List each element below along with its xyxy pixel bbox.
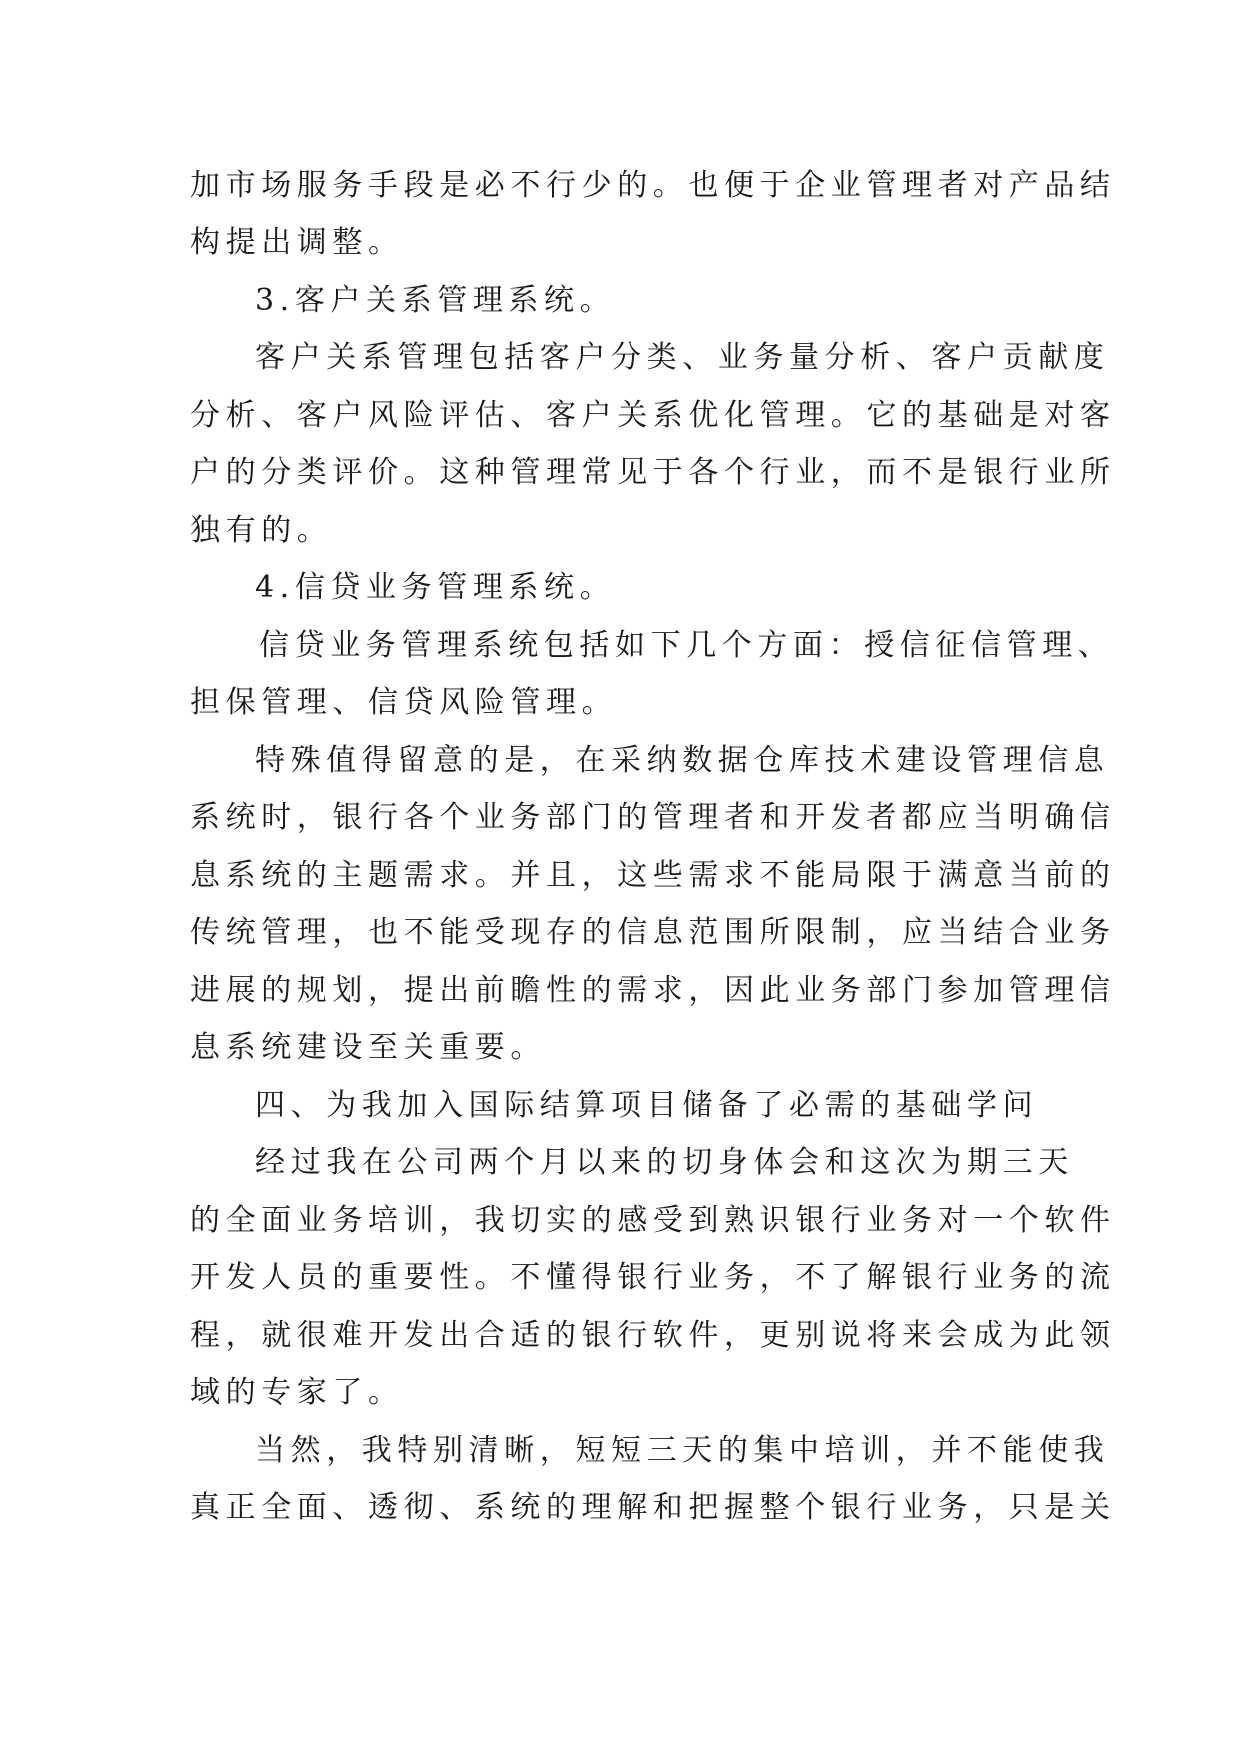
text-line-24: 真正全面、透彻、系统的理解和把握整个银行业务，只是关 bbox=[190, 1490, 1116, 1525]
text-line-14: 传统管理，也不能受现存的信息范围所限制，应当结合业务 bbox=[190, 915, 1116, 950]
text-line-12: 系统时，银行各个业务部门的管理者和开发者都应当明确信 bbox=[190, 800, 1116, 835]
text-line-20: 开发人员的重要性。不懂得银行业务，不了解银行业务的流 bbox=[190, 1260, 1116, 1295]
text-line-7: 独有的。 bbox=[190, 513, 333, 548]
text-line-18: 经过我在公司两个月以来的切身体会和这次为期三天 bbox=[255, 1145, 1074, 1180]
text-line-10: 担保管理、信贷风险管理。 bbox=[190, 685, 618, 720]
text-line-1: 加市场服务手段是必不行少的。也便于企业管理者对产品结 bbox=[190, 168, 1116, 203]
text-line-22: 域的专家了。 bbox=[190, 1375, 404, 1410]
text-line-16: 息系统建设至关重要。 bbox=[190, 1030, 546, 1065]
text-line-9: 信贷业务管理系统包括如下几个方面：授信征信管理、 bbox=[259, 628, 1114, 663]
text-line-11: 特殊值得留意的是，在采纳数据仓库技术建设管理信息 bbox=[255, 743, 1110, 778]
section-heading-3: 3.客户关系管理系统。 bbox=[255, 283, 616, 318]
text-line-2: 构提出调整。 bbox=[190, 225, 404, 260]
text-line-19: 的全面业务培训，我切实的感受到熟识银行业务对一个软件 bbox=[190, 1203, 1116, 1238]
text-line-13: 息系统的主题需求。并且，这些需求不能局限于满意当前的 bbox=[190, 858, 1116, 893]
section-heading-4: 4.信贷业务管理系统。 bbox=[255, 570, 616, 605]
section-heading-four: 四、为我加入国际结算项目储备了必需的基础学问 bbox=[255, 1088, 1039, 1123]
text-line-6: 户的分类评价。这种管理常见于各个行业，而不是银行业所 bbox=[190, 455, 1116, 490]
text-line-23: 当然，我特别清晰，短短三天的集中培训，并不能使我 bbox=[255, 1433, 1110, 1468]
text-line-4: 客户关系管理包括客户分类、业务量分析、客户贡献度 bbox=[255, 340, 1110, 375]
text-line-15: 进展的规划，提出前瞻性的需求，因此业务部门参加管理信 bbox=[190, 973, 1116, 1008]
text-line-21: 程，就很难开发出合适的银行软件，更别说将来会成为此领 bbox=[190, 1318, 1116, 1353]
text-line-5: 分析、客户风险评估、客户关系优化管理。它的基础是对客 bbox=[190, 398, 1116, 433]
